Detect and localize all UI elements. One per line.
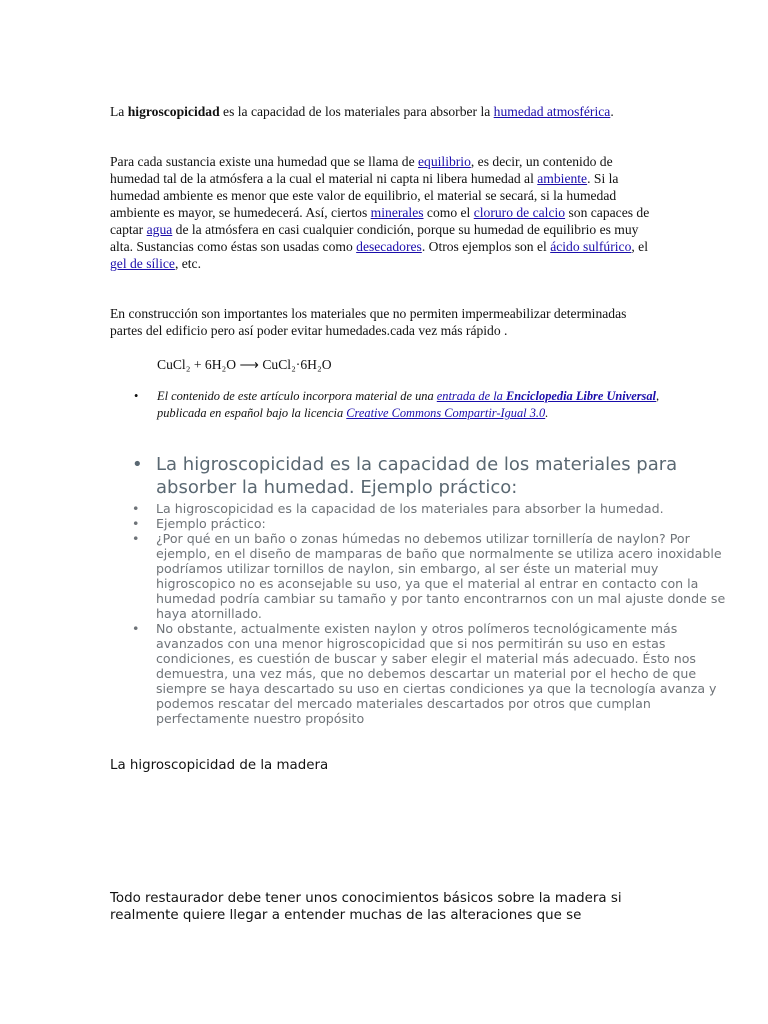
construction-paragraph: En construcción son importantes los materiales que no permiten impermeabilizar determinadas partes del edificio pero así poder evitar humedades.cada vez más rápido . <box>110 306 627 338</box>
paragraph-text: son capaces de captar <box>110 205 650 237</box>
heading-list <box>110 453 710 499</box>
paragraph-text: , el <box>631 239 648 254</box>
bullet-icon: • <box>132 531 140 546</box>
link-desecadores[interactable]: desecadores <box>356 239 422 254</box>
detail-list <box>110 501 730 726</box>
list-item-text: ¿Por qué en un baño o zonas húmedas no debemos utilizar tornillería de naylon? Por ejemplo, en el diseño de mamparas de baño que normalmente se utiliza acero inoxidable podríamos utilizar tornillos de naylon, sin embargo, al ser éste un material muy higroscopico no es aconsejable su uso, ya que el material al entrar en contacto con la humedad podría cambiar su tamaño y por tanto encontrarnos con un mal ajuste donde se haya atornillado. <box>156 531 726 621</box>
list-item <box>110 531 730 621</box>
equilibrium-paragraph <box>110 153 655 272</box>
paragraph-text: como el <box>423 205 474 220</box>
paragraph-text: . Otros ejemplos son el <box>421 239 551 254</box>
term-bold: higroscopicidad <box>127 104 220 119</box>
link-humedad-atmosferica[interactable]: humedad atmosférica <box>493 104 611 119</box>
credit-text: El contenido de este artículo incorpora material de una <box>157 389 437 403</box>
heading-text: La higroscopicidad es la capacidad de los materiales para absorber la humedad. Ejemplo práctico: <box>156 454 678 498</box>
paragraph-text: , etc. <box>174 256 201 271</box>
intro-paragraph <box>110 103 655 120</box>
paragraph-text: . Si la humedad ambiente es menor que este valor de equilibrio, el material se secará, si la humedad ambiente es mayor, se humedecerá. Así, ciertos <box>110 171 619 220</box>
intro-text: La <box>110 104 128 119</box>
link-entrada-text: entrada de la <box>436 389 506 403</box>
bullet-icon: • <box>134 389 139 403</box>
intro-text: es la capacidad de los materiales para absorber la <box>219 104 494 119</box>
link-gel-de-silice[interactable]: gel de sílice <box>110 256 175 271</box>
madera-heading: La higroscopicidad de la madera <box>110 758 329 773</box>
bullet-icon: • <box>132 516 140 531</box>
list-item-text: Ejemplo práctico: <box>156 516 266 531</box>
list-item-text: La higroscopicidad es la capacidad de los materiales para absorber la humedad. <box>156 501 664 516</box>
link-ambiente[interactable]: ambiente <box>537 171 588 186</box>
paragraph-text: de la atmósfera en casi cualquier condición, porque su humedad de equilibrio es muy alta. Sustancias como éstas son usadas como <box>110 222 639 254</box>
paragraph-text: , es decir, un contenido de humedad tal de la atmósfera a la cual el material ni capta ni libera humedad al <box>110 154 613 186</box>
list-item-text: No obstante, actualmente existen naylon y otros polímeros tecnológicamente más avanzados con una menor higroscopicidad que si nos permitirán su uso en estas condiciones, es cuestión de buscar y saber elegir el material más adecuado. Ésto nos demuestra, una vez más, que no debemos descartar un material por el hecho de que siempre se haya descartado su uso en ciertas condiciones ya que la tecnología avanza y podemos rescatar del mercado materiales descartados por otros que cumplan perfectamente nuestro propósito <box>156 621 717 726</box>
bullet-icon: • <box>132 501 140 516</box>
link-enciclopedia-text: Enciclopedia Libre Universal <box>505 389 657 403</box>
link-cloruro-de-calcio[interactable]: cloruro de calcio <box>473 205 566 220</box>
list-item <box>110 516 730 531</box>
final-paragraph: Todo restaurador debe tener unos conocimientos básicos sobre la madera si realmente quiere llegar a entender muchas de las alteraciones que se <box>110 891 622 923</box>
credit-text: . <box>545 406 549 420</box>
list-item <box>110 621 730 726</box>
chemical-formula: CuCl₂ + 6H₂O ⟶ CuCl₂·6H₂O <box>157 357 332 372</box>
intro-text: . <box>610 104 614 119</box>
link-acido-sulfurico[interactable]: ácido sulfúrico <box>550 239 632 254</box>
link-minerales[interactable]: minerales <box>370 205 424 220</box>
link-agua[interactable]: agua <box>146 222 173 237</box>
bullet-icon: • <box>132 621 140 636</box>
credit-item <box>110 388 670 422</box>
bullet-icon: • <box>132 454 143 475</box>
link-creative-commons[interactable]: Creative Commons Compartir-Igual 3.0 <box>346 406 546 420</box>
link-entrada-enciclopedia[interactable] <box>437 389 656 403</box>
credit-text: , publicada en español bajo la licencia <box>157 389 660 420</box>
list-item <box>110 501 730 516</box>
paragraph-text: Para cada sustancia existe una humedad que se llama de <box>110 154 419 169</box>
link-equilibrio[interactable]: equilibrio <box>418 154 471 169</box>
heading-item <box>110 453 710 499</box>
credit-list <box>110 388 670 422</box>
